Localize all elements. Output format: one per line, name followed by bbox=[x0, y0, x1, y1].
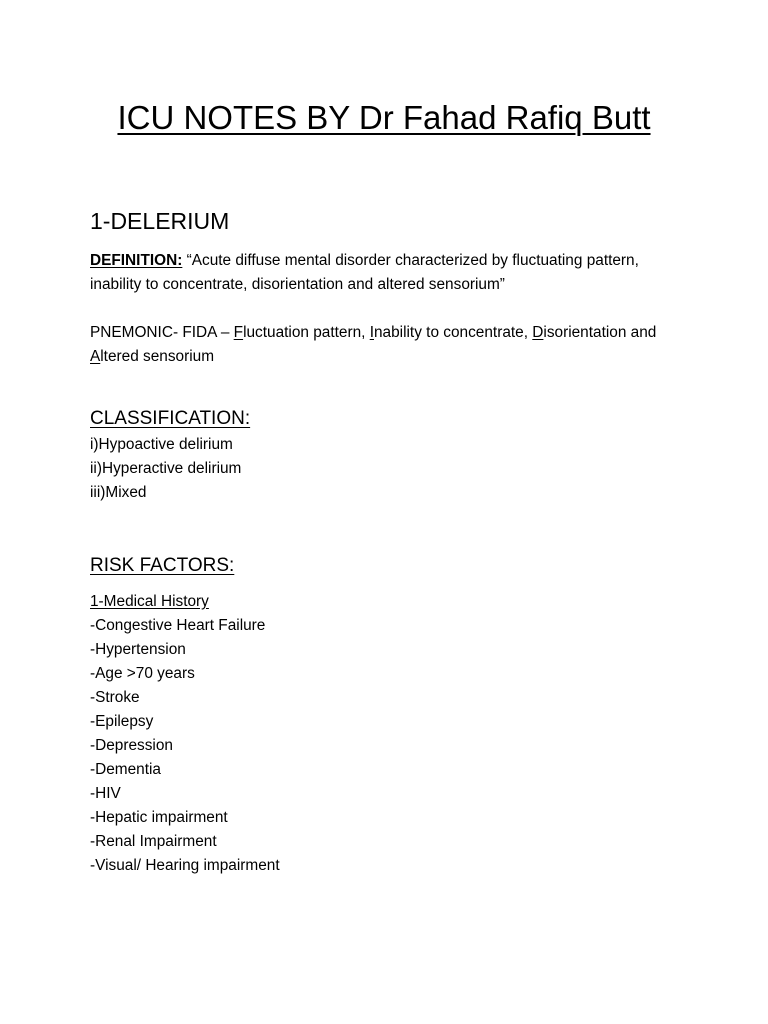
mnemonic-initial-d: D bbox=[532, 324, 544, 341]
mnemonic-rest-d: isorientation and bbox=[543, 324, 657, 341]
risk-factor-item: -Age >70 years bbox=[90, 665, 195, 682]
risk-factor-item: -Stroke bbox=[90, 689, 140, 706]
risk-factor-item: -Visual/ Hearing impairment bbox=[90, 857, 280, 874]
definition-text: “Acute diffuse mental disorder characterized by fluctuating pattern, inability to concentrate, disorientation and altered sensorium” bbox=[90, 252, 639, 293]
risk-factors-heading: RISK FACTORS: bbox=[90, 555, 235, 576]
medical-history-subheading: 1-Medical History bbox=[90, 593, 209, 610]
risk-factor-item: -Depression bbox=[90, 737, 173, 754]
mnemonic-initial-f: F bbox=[233, 324, 244, 341]
mnemonic-initial-i: I bbox=[369, 324, 374, 341]
classification-list bbox=[90, 433, 241, 505]
risk-factor-item: -Hepatic impairment bbox=[90, 809, 228, 826]
risk-factor-item: -Dementia bbox=[90, 761, 161, 778]
document-title: ICU NOTES BY Dr Fahad Rafiq Butt bbox=[117, 99, 651, 136]
mnemonic-rest-a: ltered sensorium bbox=[100, 348, 215, 365]
risk-factor-item: -Epilepsy bbox=[90, 713, 154, 730]
risk-factor-item: -Hypertension bbox=[90, 641, 186, 658]
classification-item: iii)Mixed bbox=[90, 484, 147, 501]
mnemonic-rest-f: luctuation pattern, bbox=[243, 324, 370, 341]
classification-item: ii)Hyperactive delirium bbox=[90, 460, 242, 477]
mnemonic-prefix: PNEMONIC- FIDA – bbox=[90, 324, 234, 341]
risk-factors-list bbox=[90, 614, 280, 878]
mnemonic-initial-a: A bbox=[90, 348, 101, 365]
risk-factor-item: -HIV bbox=[90, 785, 121, 802]
definition-paragraph bbox=[90, 249, 690, 297]
mnemonic-rest-i: nability to concentrate, bbox=[374, 324, 533, 341]
mnemonic-paragraph bbox=[90, 321, 690, 369]
classification-heading: CLASSIFICATION: bbox=[90, 408, 251, 429]
definition-label: DEFINITION: bbox=[90, 252, 183, 269]
delerium-heading: 1-DELERIUM bbox=[90, 208, 230, 234]
risk-factor-item: -Renal Impairment bbox=[90, 833, 217, 850]
risk-factor-item: -Congestive Heart Failure bbox=[90, 617, 266, 634]
classification-item: i)Hypoactive delirium bbox=[90, 436, 233, 453]
